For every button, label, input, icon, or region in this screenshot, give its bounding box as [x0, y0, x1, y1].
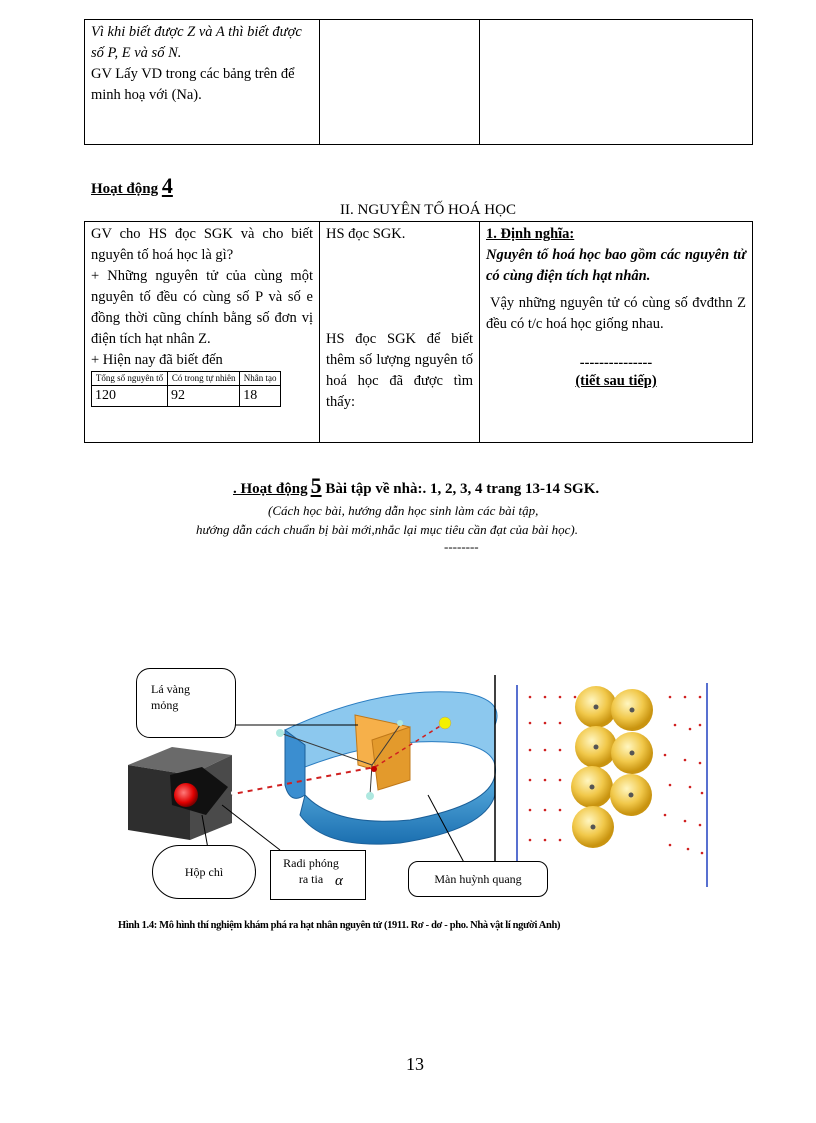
value-total: 120 — [92, 386, 168, 407]
callout-screen — [408, 861, 548, 897]
lead-box — [128, 747, 235, 840]
top-table-col2 — [320, 20, 480, 145]
gv-text3: + Hiện nay đã biết đến — [91, 352, 223, 368]
definition-text: Nguyên tố hoá học bao gồm các nguyên tử có cùng điện tích hạt nhân. — [486, 247, 746, 284]
hs-text1: HS đọc SGK. — [326, 226, 406, 242]
closing-dashes: --------------- — [579, 355, 653, 371]
value-artificial: 18 — [240, 386, 281, 407]
gv-text2: + Những nguyên tử của cùng một nguyên tố đều có cùng số P và số e đồng thời cũng chính bằng số đơn vị điện tích hạt nhân Z. — [91, 268, 313, 347]
value-natural: 92 — [168, 386, 240, 407]
definition-text2: Vậy những nguyên tử có cùng số đvđthn Z đều có t/c hoá học giống nhau. — [486, 295, 746, 332]
figure-caption: Hình 1.4: Mô hình thí nghiệm khám phá ra hạt nhân nguyên tử (1911. Rơ - dơ - pho. Nhà vật lí người Anh) — [118, 920, 561, 931]
section-title: II. NGUYÊN TỐ HOÁ HỌC — [340, 202, 516, 218]
hs-column — [320, 222, 480, 443]
label-screen: Màn huỳnh quang — [434, 872, 522, 886]
header-artificial: Nhân tạo — [240, 372, 281, 386]
callout-gold-foil — [136, 668, 236, 738]
gv-column — [85, 222, 320, 443]
content-column — [480, 222, 753, 443]
activity5-note2: hướng dẫn cách chuẩn bị bài mới,nhắc lại mục tiêu cần đạt của bài học). — [196, 522, 579, 537]
activity5-line — [233, 473, 599, 499]
callout-source — [270, 850, 366, 900]
top-table — [84, 19, 753, 145]
label-gold-foil: Lá vàng mỏng — [151, 682, 190, 712]
activity5-text: Bài tập về nhà:. 1, 2, 3, 4 trang 13-14 SGK. — [325, 481, 600, 497]
top-table-text1: Vì khi biết được Z và A thì biết được số P, E và số N. — [91, 24, 302, 61]
header-total: Tổng số nguyên tố — [92, 372, 168, 386]
element-count-table — [91, 371, 281, 407]
activity4-number: 4 — [161, 173, 173, 198]
activity5-dashes: -------- — [444, 539, 479, 554]
label-lead-box: Hộp chì — [184, 865, 224, 879]
activity5-prefix: . Hoạt động — [233, 481, 308, 497]
activity5-note1: (Cách học bài, hướng dẫn học sinh làm các bài tập, — [268, 503, 539, 518]
page-number: 13 — [406, 1054, 424, 1074]
radium-source — [174, 783, 198, 807]
top-table-col1 — [85, 20, 320, 145]
hs-text2: HS đọc SGK để biết thêm số lượng nguyên tố hoá học đã được tìm thấy: — [326, 331, 473, 410]
activity4-label: Hoạt động — [91, 181, 159, 197]
header-natural: Có trong tự nhiên — [168, 372, 240, 386]
activity4-table — [84, 221, 753, 443]
label-source: Radi phóng ra tia — [283, 856, 339, 886]
label-alpha: α — [335, 873, 343, 889]
next-lesson-note: (tiết sau tiếp) — [575, 373, 657, 389]
top-table-text2: GV Lấy VD trong các bảng trên để minh hoạ với (Na). — [91, 66, 295, 103]
activity5-number: 5 — [310, 473, 322, 498]
atom-model — [517, 683, 707, 887]
definition-heading: 1. Định nghĩa: — [486, 226, 575, 242]
callout-lead-box — [152, 845, 256, 899]
gv-text1: GV cho HS đọc SGK và cho biết nguyên tố hoá học là gì? — [91, 226, 313, 263]
top-table-col3 — [480, 20, 753, 145]
activity4-heading — [91, 173, 173, 199]
